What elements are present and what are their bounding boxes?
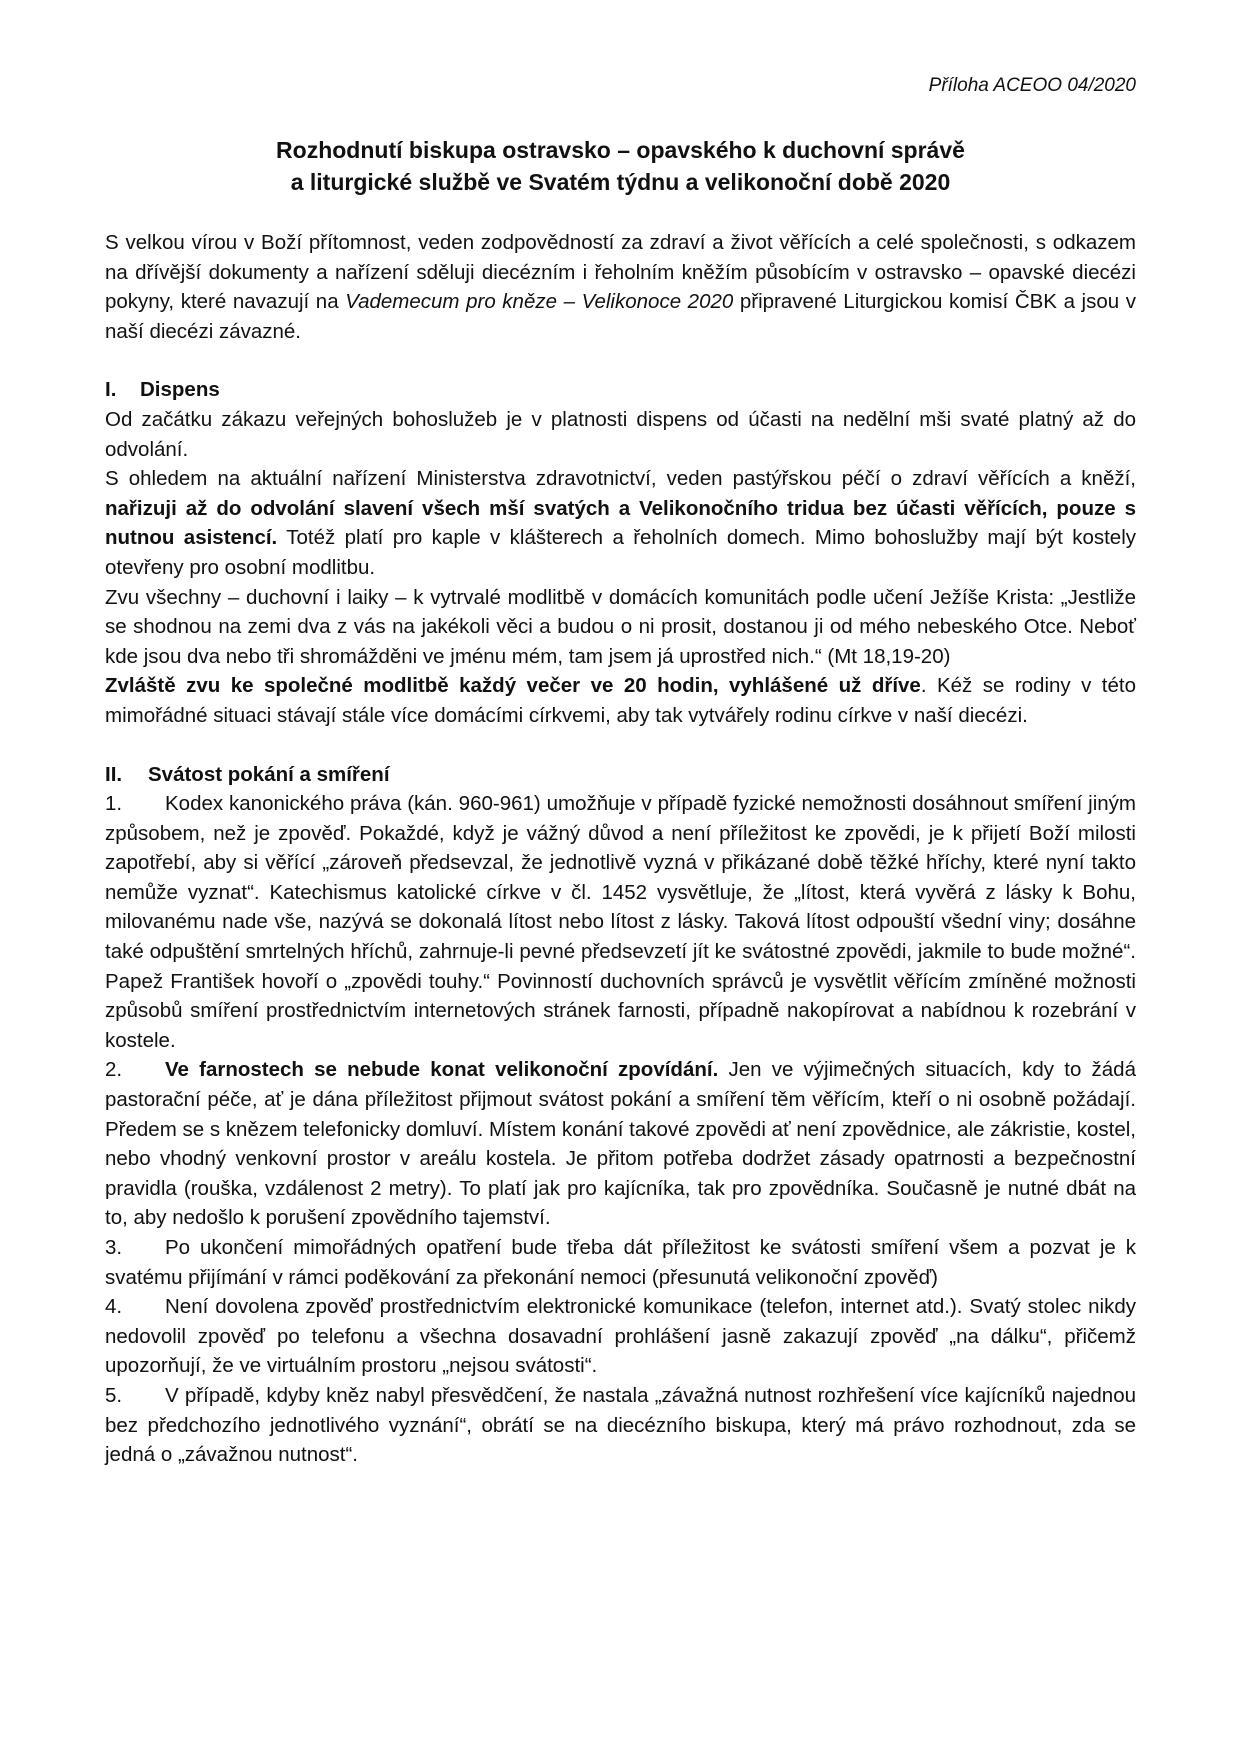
- intro-italic-title: Vademecum pro kněze – Velikonoce 2020: [345, 290, 734, 314]
- section-1-paragraph-1: Od začátku zákazu veřejných bohoslužeb je v platnosti dispens od účasti na nedělní mši svaté platný až do odvolání.: [105, 407, 1136, 461]
- list-item-1-number: 1.: [105, 792, 123, 816]
- intro-text-start: S velkou vírou v Boží přítomnost, veden zodpovědností za zdraví a život věřících a celé společnosti, s odkazem na dřívější dokumenty a nařízení sděluji diecézním i řeholním kněžím působícím v ostravsko – opavské diecézi pokyny, které navazují na: [105, 231, 1136, 314]
- list-item-3-number: 3.: [105, 1236, 123, 1259]
- section-1-paragraph-3: Zvu všechny – duchovní i laiky – k vytrvalé modlitbě v domácích komunitách podle učení Ježíše Krista: „Jestliže se shodnou na zemi dva z vás na jakékoli věci a budou o ni prosit, dostanou ji od mého nebeského Otce. Neboť kde jsou dva nebo tři shromážděni ve jménu mém, tam jsem já uprostřed nich.“ (Mt 18,19-20): [105, 585, 1136, 668]
- list-item-2-number: 2.: [105, 1058, 123, 1082]
- section-1-p4-bold: Zvláště zvu ke společné modlitbě každý večer ve 20 hodin, vyhlášené už dříve: [105, 674, 921, 698]
- section-1-heading: [105, 375, 1136, 405]
- section-2-number: II.: [105, 762, 123, 786]
- list-item-1: [105, 789, 1136, 1055]
- section-1-number: I.: [105, 378, 117, 402]
- section-1-p2-start: S ohledem na aktuální nařízení Ministerstva zdravotnictví, veden pastýřskou péčí o zdraví věřících a kněží,: [105, 467, 1136, 491]
- list-item-5: [105, 1381, 1136, 1470]
- title-line-2: a liturgické službě ve Svatém týdnu a velikonoční době 2020: [290, 169, 951, 195]
- list-item-3: [105, 1233, 1136, 1292]
- list-item-4-text: Není dovolena zpověď prostřednictvím elektronické komunikace (telefon, internet atd.). Svatý stolec nikdy nedovolil zpověď po telefonu a všechna dosavadní prohlášení jasně zakazují zpověď „na dálku“, přičemž upozorňují, že ve virtuálním prostoru „nejsou svátosti“.: [105, 1295, 1136, 1378]
- intro-text-end: připravené Liturgickou komisí ČBK a jsou v naší diecézi závazné.: [105, 290, 1136, 343]
- list-item-4: [105, 1292, 1136, 1381]
- intro-paragraph: [105, 228, 1136, 346]
- section-2-title: Svátost pokání a smíření: [148, 762, 390, 786]
- document-title: [105, 134, 1136, 198]
- section-1-p4-end: . Kéž se rodiny v této mimořádné situaci stávají stále více domácími církvemi, aby tak vytvářely rodinu církve v naší diecézi.: [105, 674, 1136, 727]
- section-1-paragraph-2: [105, 464, 1136, 582]
- list-item-2: [105, 1055, 1136, 1233]
- list-item-5-text: V případě, kdyby kněz nabyl přesvědčení, že nastala „závažná nutnost rozhřešení více kajícníků najednou bez předchozího jednotlivého vyznání“, obrátí se na diecézního biskupa, který má právo rozhodnout, zda se jedná o „závažnou nutnost“.: [105, 1383, 1136, 1467]
- list-item-5-number: 5.: [105, 1383, 123, 1407]
- section-1-p2-end: Totéž platí pro kaple v klášterech a řeholních domech. Mimo bohoslužby mají být kostely otevřeny pro osobní modlitbu.: [105, 526, 1136, 579]
- annex-label: Příloha ACEOO 04/2020: [928, 75, 1136, 96]
- list-item-2-text: Jen ve výjimečných situacích, kdy to žádá pastorační péče, ať je dána příležitost přijmout svátost pokání a smíření těm věřícím, kteří o ni osobně požádají. Předem se s knězem telefonicky domluví. Místem konání takové zpovědi ať není zpovědnice, ale zákristie, kostel, nebo vhodný venkovní prostor v areálu kostela. Je přitom potřeba dodržet zásady opatrnosti a bezpečnostní pravidla (rouška, vzdálenost 2 metry). To platí jak pro kajícníka, tak pro zpovědníka. Současně je nutné dbát na to, aby nedošlo k porušení zpovědního tajemství.: [105, 1058, 1136, 1230]
- section-1-title: Dispens: [140, 378, 220, 402]
- list-item-4-number: 4.: [105, 1295, 123, 1319]
- section-1-p2-bold: nařizuji až do odvolání slavení všech mší svatých a Velikonočního tridua bez účasti věřících, pouze s nutnou asistencí.: [105, 496, 1136, 550]
- list-item-2-bold: Ve farnostech se nebude konat velikonoční zpovídání.: [165, 1058, 719, 1082]
- title-line-1: Rozhodnutí biskupa ostravsko – opavského k duchovní správě: [276, 137, 965, 163]
- list-item-1-text: Kodex kanonického práva (kán. 960-961) umožňuje v případě fyzické nemožnosti dosáhnout smíření jiným způsobem, než je zpověď. Pokaždé, když je vážný důvod a není příležitost ke zpovědi, je k přijetí Boží milosti zapotřebí, aby si věřící „zároveň předsevzal, že jednotlivě vyzná v přikázané době těžké hříchy, které nyní takto nemůže vyznat“. Katechismus katolické církve v čl. 1452 vysvětluje, že „lítost, která vyvěrá z lásky k Bohu, milovanému nade vše, nazývá se dokonalá lítost nebo lítost z lásky. Taková lítost odpouští všední viny; dosáhne také odpuštění smrtelných hříchů, zahrnuje-li pevné předsevzetí jít ke svátostné zpovědi, jakmile to bude možné“. Papež František hovoří o „zpovědi touhy.“ Povinností duchovních správců je vysvětlit věřícím zmíněné možnosti způsobů smíření prostřednictvím internetových stránek farnosti, případně nakopírovat a nabídnou k rozebrání v kostele.: [105, 792, 1136, 1052]
- list-item-3-text: Po ukončení mimořádných opatření bude třeba dát příležitost ke svátosti smíření všem a pozvat je k svatému přijímání v rámci poděkování za překonání nemoci (přesunutá velikonoční zpověď): [105, 1236, 1136, 1289]
- section-1-paragraph-4: [105, 671, 1136, 730]
- section-2-heading: [105, 760, 1136, 790]
